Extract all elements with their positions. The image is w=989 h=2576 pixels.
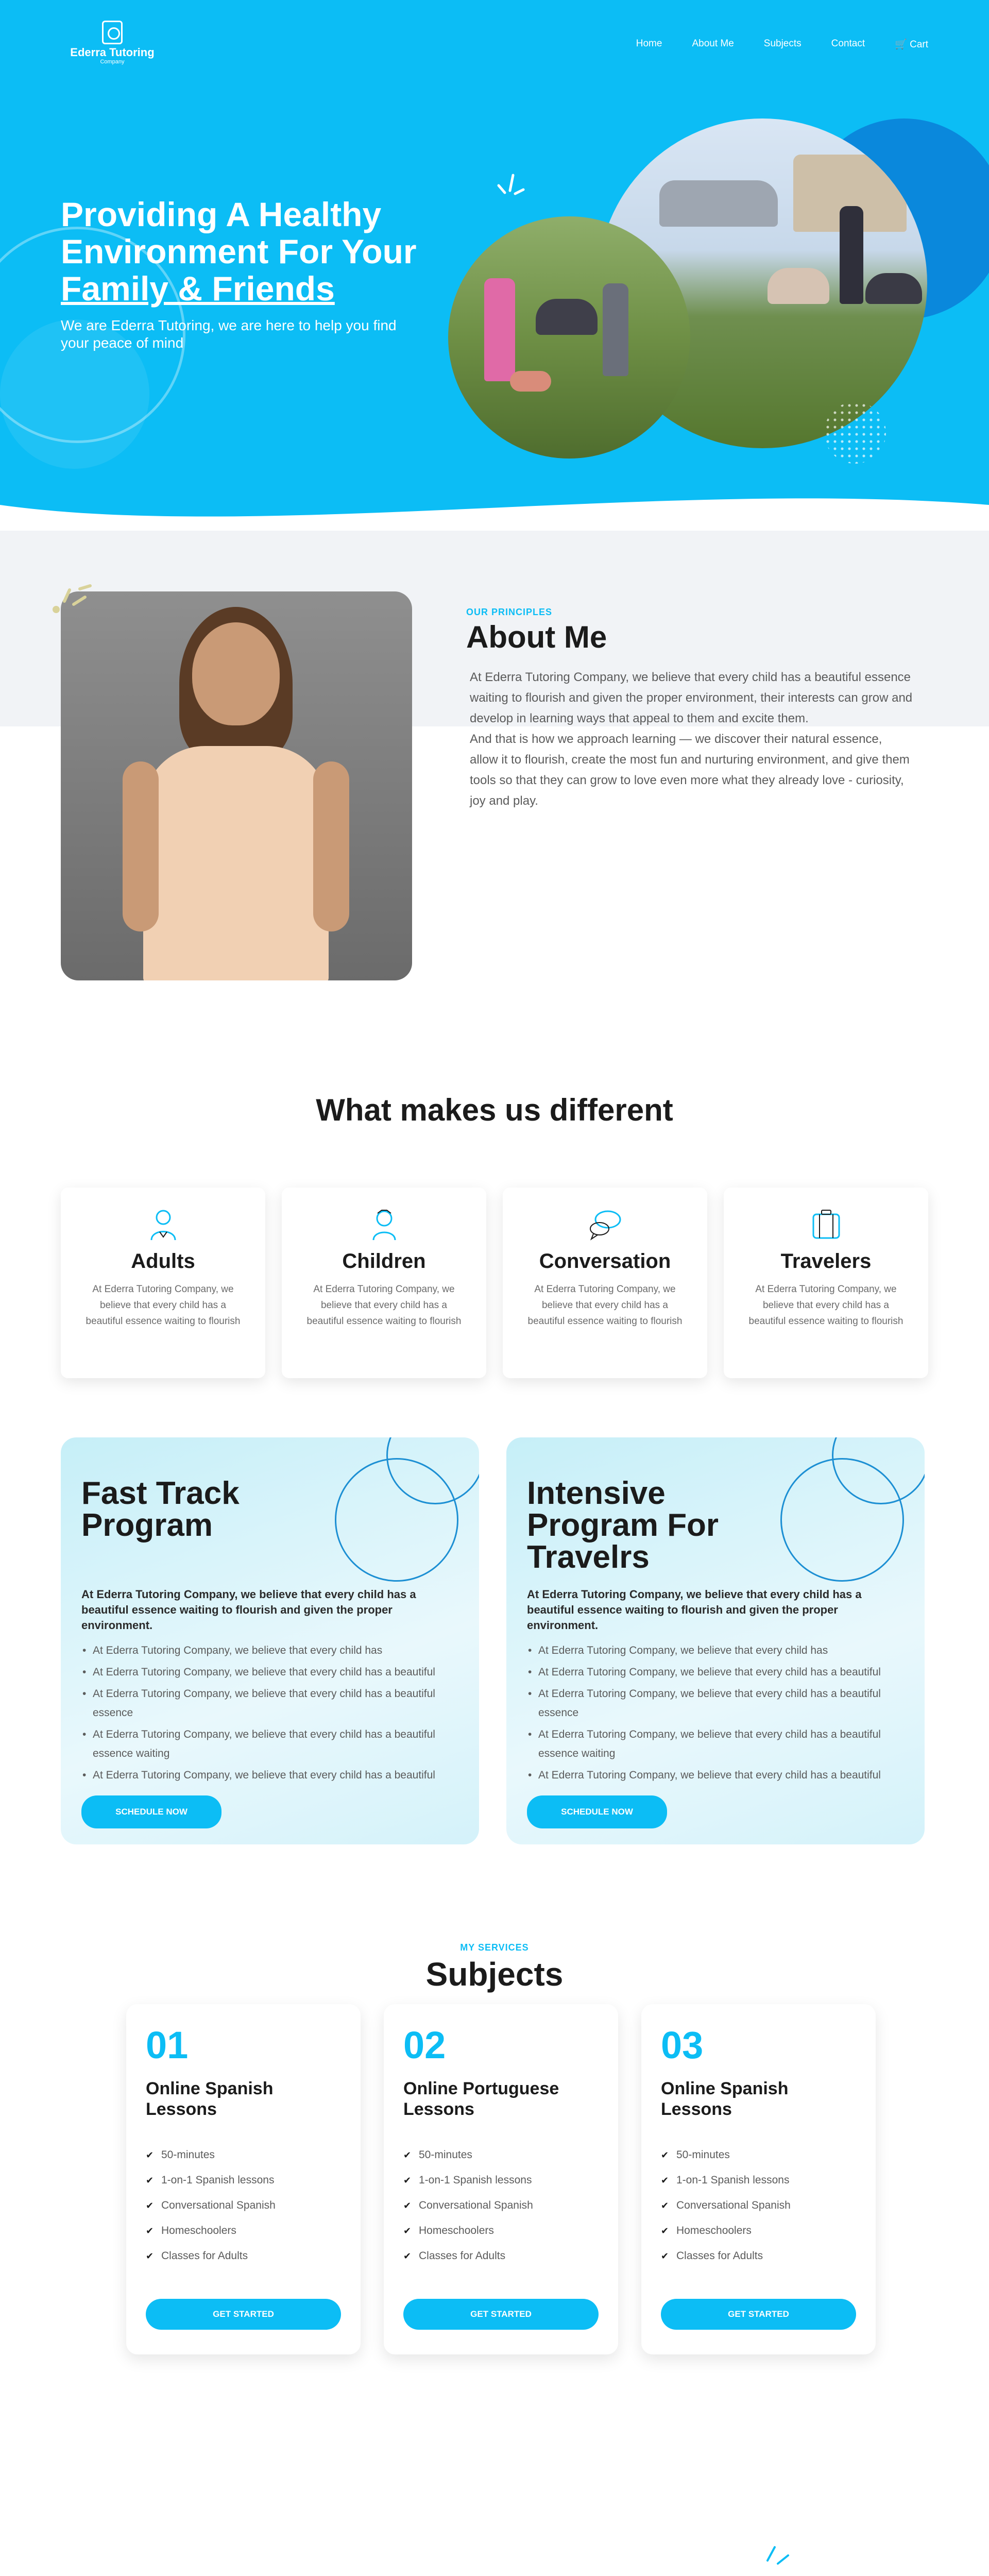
- list-item: • At Ederra Tutoring Company, we believe that every child has: [527, 1641, 903, 1660]
- schedule-now-button[interactable]: SCHEDULE NOW: [527, 1795, 667, 1828]
- list-item: ✔ Conversational Spanish: [403, 2198, 599, 2213]
- list-item: ✔ Classes for Adults: [146, 2248, 341, 2264]
- feature-card-text: At Ederra Tutoring Company, we believe that every child has a beautiful essence waiting to flourish: [527, 1284, 683, 1327]
- list-item: ✔ Homeschoolers: [146, 2223, 341, 2239]
- nav-about[interactable]: About Me: [692, 38, 734, 49]
- program-title-line3: Travelrs: [527, 1539, 650, 1575]
- feature-card-adults[interactable]: [61, 1188, 265, 1378]
- list-item: • At Ederra Tutoring Company, we believe that every child has a beautiful: [81, 1766, 457, 1785]
- top-nav: [0, 21, 989, 67]
- list-item: ✔ 50-minutes: [661, 2147, 856, 2163]
- nav-subjects[interactable]: Subjects: [763, 38, 802, 49]
- list-item: ✔ 1-on-1 Spanish lessons: [403, 2173, 599, 2188]
- different-section: [0, 1072, 989, 1406]
- nav-home[interactable]: Home: [636, 38, 662, 49]
- car-shape: [659, 180, 778, 227]
- about-section: [0, 531, 989, 1072]
- subjects-title: Subjects: [425, 1956, 564, 1993]
- list-item: • At Ederra Tutoring Company, we believe that every child has a beautiful essence: [527, 1684, 903, 1722]
- decor-dots: [824, 402, 886, 464]
- about-title: About Me: [466, 620, 607, 654]
- nav-contact[interactable]: Contact: [831, 38, 865, 49]
- portrait-face: [192, 622, 280, 725]
- program-list: [81, 1641, 457, 1787]
- list-item: ✔ Classes for Adults: [403, 2248, 599, 2264]
- list-item: • At Ederra Tutoring Company, we believe that every child has a beautiful: [527, 1663, 903, 1682]
- list-item: ✔ Homeschoolers: [403, 2223, 599, 2239]
- cart-icon: 🛒: [895, 39, 907, 50]
- list-item: • At Ederra Tutoring Company, we believe that every child has a beautiful essence waiting: [81, 1725, 457, 1763]
- feature-card-text: At Ederra Tutoring Company, we believe that every child has a beautiful essence waiting to flourish: [306, 1284, 462, 1327]
- person-shape: [865, 273, 922, 304]
- subject-card: [126, 2004, 361, 2354]
- subject-title-line1: Online Spanish: [146, 2079, 274, 2098]
- get-started-button[interactable]: GET STARTED: [403, 2299, 599, 2330]
- feature-card-title: Children: [342, 1250, 426, 1273]
- list-item: • At Ederra Tutoring Company, we believe that every child has a beautiful essence: [81, 1684, 457, 1722]
- logo-tagline: Company: [100, 59, 125, 65]
- program-title-line2: Program: [81, 1507, 213, 1543]
- person-shape: [484, 278, 515, 381]
- feature-card-travelers[interactable]: [724, 1188, 928, 1378]
- program-title: [527, 1478, 719, 1573]
- hero-title-line2: Environment For Your: [61, 232, 417, 270]
- program-title: [81, 1478, 240, 1541]
- program-intro: At Ederra Tutoring Company, we believe that every child has a beautiful essence waiting to flourish and given the proper environment.: [527, 1588, 862, 1632]
- subject-card: [641, 2004, 876, 2354]
- list-item: ✔ 1-on-1 Spanish lessons: [661, 2173, 856, 2188]
- logo-icon: [102, 21, 123, 44]
- subjects-section: [0, 1927, 989, 2555]
- list-item: ✔ Conversational Spanish: [146, 2198, 341, 2213]
- sparkle-decor: [49, 580, 95, 616]
- story-section: [0, 2555, 989, 2576]
- subjects-kicker: MY SERVICES: [460, 1942, 529, 1953]
- person-shape: [840, 206, 863, 304]
- hero-photo-secondary: [448, 216, 690, 459]
- list-item: • At Ederra Tutoring Company, we believe that every child has: [81, 1641, 457, 1660]
- hero-section: [0, 0, 989, 531]
- list-item: ✔ Conversational Spanish: [661, 2198, 856, 2213]
- portrait-arm: [313, 761, 349, 931]
- subject-title-line2: Lessons: [661, 2099, 732, 2119]
- different-title: What makes us different: [316, 1093, 673, 1127]
- nav-menu: [636, 38, 928, 50]
- hero-title-line1: Providing A Healthy: [61, 195, 382, 233]
- person-shape: [536, 299, 598, 335]
- feature-card-text: At Ederra Tutoring Company, we believe that every child has a beautiful essence waiting to flourish: [86, 1284, 241, 1327]
- feature-card-text: At Ederra Tutoring Company, we believe that every child has a beautiful essence waiting to flourish: [748, 1284, 903, 1327]
- subject-title: [403, 2078, 599, 2120]
- luggage-icon: [808, 1206, 844, 1242]
- sparkle-decor: [762, 2540, 793, 2571]
- hero-title-line3: Family & Friends: [61, 269, 335, 308]
- about-paragraph-2: And that is how we approach learning — we discover their natural essence, allow it to flourish, create the most fun and nurturing environment, and give them tools so that they can grow to love even more what they already love - curiosity, joy and play.: [470, 732, 910, 808]
- list-item: • At Ederra Tutoring Company, we believe that every child has a beautiful: [81, 1663, 457, 1682]
- hero-bottom-curve: [0, 474, 989, 531]
- list-item: ✔ 50-minutes: [146, 2147, 341, 2163]
- program-title-line1: Intensive: [527, 1476, 666, 1511]
- list-item: ✔ Homeschoolers: [661, 2223, 856, 2239]
- child-icon: [366, 1206, 402, 1242]
- subject-list: [146, 2147, 341, 2264]
- portrait-arm: [123, 761, 159, 931]
- about-text: [470, 667, 913, 811]
- program-title-line1: Fast Track: [81, 1476, 240, 1511]
- subject-cards: [126, 2004, 876, 2354]
- nav-cart-label: Cart: [910, 39, 928, 50]
- about-kicker: OUR PRINCIPLES: [466, 607, 553, 617]
- list-item: ✔ Classes for Adults: [661, 2248, 856, 2264]
- subject-list: [403, 2147, 599, 2264]
- hero-lead: We are Ederra Tutoring, we are here to help you find your peace of mind: [61, 317, 397, 351]
- program-intro: At Ederra Tutoring Company, we believe that every child has a beautiful essence waiting to flourish and given the proper environment.: [81, 1588, 416, 1632]
- list-item: • At Ederra Tutoring Company, we believe that every child has a beautiful: [527, 1766, 903, 1785]
- subject-title: [661, 2078, 856, 2120]
- subject-list: [661, 2147, 856, 2264]
- programs-section: [0, 1406, 989, 1927]
- feature-card-children[interactable]: [282, 1188, 486, 1378]
- feature-card-title: Travelers: [780, 1250, 872, 1273]
- feature-card-conversation[interactable]: [503, 1188, 707, 1378]
- nav-cart[interactable]: [895, 38, 928, 50]
- list-item: ✔ 1-on-1 Spanish lessons: [146, 2173, 341, 2188]
- subject-title-line2: Lessons: [146, 2099, 217, 2119]
- child-shape: [510, 371, 551, 392]
- chat-icon: [587, 1206, 623, 1242]
- adult-icon: [145, 1206, 181, 1242]
- program-card-fast-track: [61, 1437, 479, 1844]
- program-list: [527, 1641, 903, 1787]
- logo-name: Ederra Tutoring: [70, 46, 155, 59]
- get-started-button[interactable]: GET STARTED: [661, 2299, 856, 2330]
- about-photo: [61, 591, 412, 980]
- get-started-button[interactable]: GET STARTED: [146, 2299, 341, 2330]
- subject-title-line2: Lessons: [403, 2099, 474, 2119]
- subject-title-line1: Online Portuguese: [403, 2079, 559, 2098]
- portrait-body: [143, 746, 329, 980]
- list-item: ✔ 50-minutes: [403, 2147, 599, 2163]
- person-shape: [768, 268, 829, 304]
- subject-number: 02: [403, 2024, 446, 2066]
- about-paragraph-1: At Ederra Tutoring Company, we believe that every child has a beautiful essence waiting to flourish and given the proper environment, their interests can grow and develop in learning ways that appeal to them and excite them.: [470, 670, 913, 725]
- person-shape: [603, 283, 628, 376]
- program-title-line2: Program For: [527, 1507, 719, 1543]
- subject-card: [384, 2004, 618, 2354]
- schedule-now-button[interactable]: SCHEDULE NOW: [81, 1795, 221, 1828]
- subject-title-line1: Online Spanish: [661, 2079, 789, 2098]
- hero-title: [61, 196, 493, 307]
- feature-card-title: Adults: [131, 1250, 195, 1273]
- program-card-intensive: [506, 1437, 925, 1844]
- list-item: • At Ederra Tutoring Company, we believe that every child has a beautiful essence waiting: [527, 1725, 903, 1763]
- subject-number: 03: [661, 2024, 704, 2066]
- sparkle-decor: [494, 170, 525, 201]
- subject-number: 01: [146, 2024, 189, 2066]
- different-cards: [61, 1188, 928, 1378]
- feature-card-title: Conversation: [539, 1250, 671, 1273]
- logo[interactable]: [61, 21, 164, 65]
- subject-title: [146, 2078, 341, 2120]
